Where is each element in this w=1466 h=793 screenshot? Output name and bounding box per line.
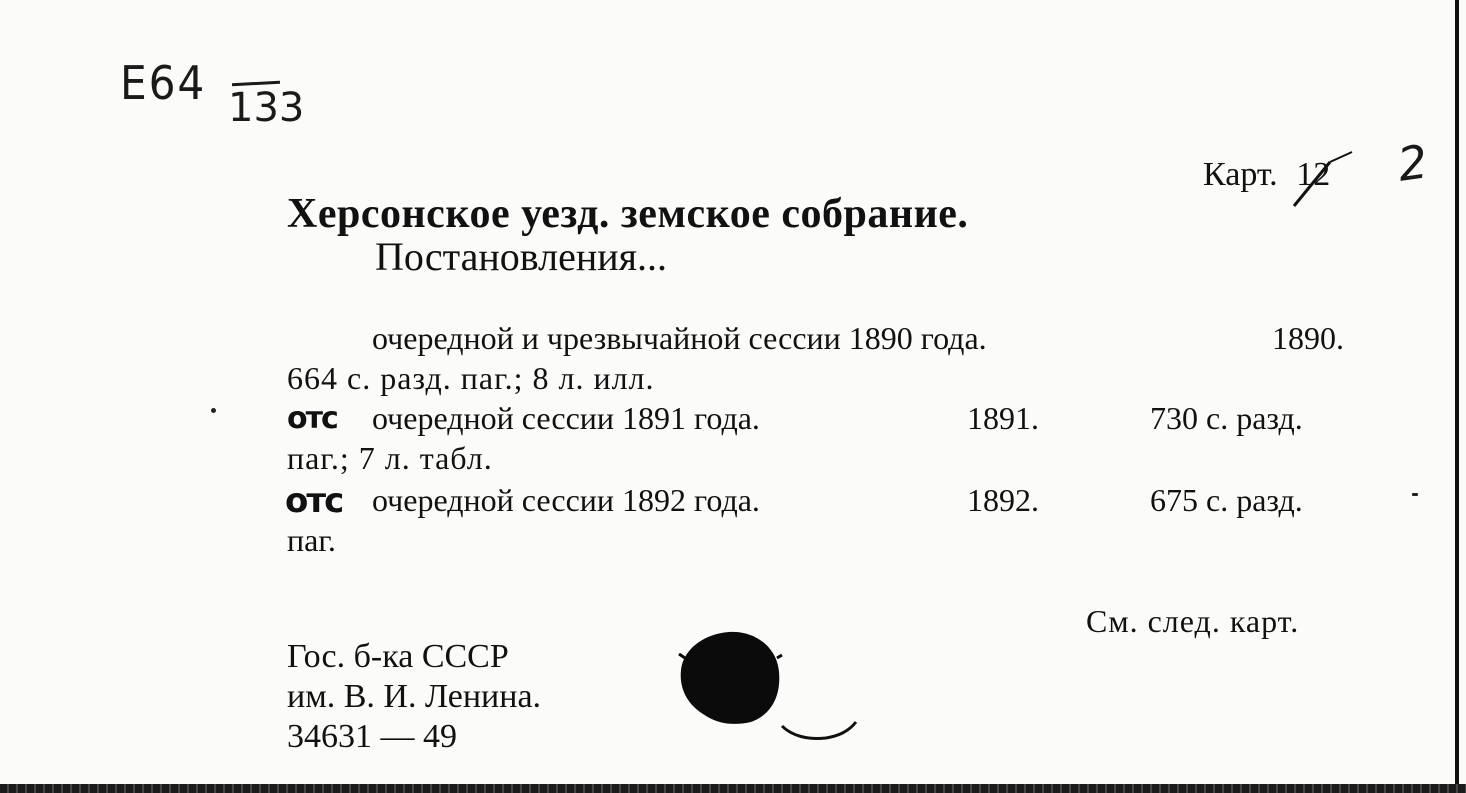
library-line-3: 34631 — 49: [287, 718, 457, 755]
shelfmark-sub: 133: [228, 85, 305, 131]
card-label: Карт.: [1203, 156, 1278, 193]
entry-1-line-1: очередной и чрезвычайной сессии 1890 года.: [372, 320, 987, 356]
margin-dot: [211, 408, 216, 413]
subheading: Постановления...: [375, 234, 668, 279]
library-line-2: им. В. И. Ленина.: [287, 678, 542, 715]
entry-3-mark: отс: [285, 481, 343, 521]
entry-1-line-2: 664 с. разд. паг.; 8 л. илл.: [287, 360, 655, 396]
entry-3-pages: 675 с. разд.: [1150, 482, 1303, 518]
pen-stroke: [778, 718, 858, 748]
entry-2-line-2: паг.; 7 л. табл.: [287, 440, 493, 476]
strike-through-mark: [1290, 150, 1360, 210]
entry-2-pages: 730 с. разд.: [1150, 400, 1303, 436]
entry-3-line-1: очередной сессии 1892 года.: [372, 482, 760, 518]
entry-3-line-2: паг.: [287, 522, 336, 558]
entry-2-line-1: очередной сессии 1891 года.: [372, 400, 760, 436]
margin-dash: [1412, 493, 1418, 496]
entry-3-year: 1892.: [967, 482, 1039, 518]
card-number-struck: 12: [1296, 156, 1331, 193]
card-number-handwritten: 2: [1394, 134, 1431, 192]
heading: Херсонское уезд. земское собрание.: [287, 191, 969, 237]
entry-2-mark: отс: [287, 401, 337, 436]
shelfmark: E64: [120, 56, 207, 110]
card-bottom-edge: [0, 784, 1466, 793]
library-line-1: Гос. б-ка СССР: [287, 638, 509, 675]
see-next-card: См. след. карт.: [1086, 603, 1300, 639]
entry-2-year: 1891.: [967, 400, 1039, 436]
ink-blot: [677, 628, 783, 726]
card-right-edge: [1455, 0, 1459, 785]
entry-1-year: 1890.: [1272, 320, 1344, 356]
